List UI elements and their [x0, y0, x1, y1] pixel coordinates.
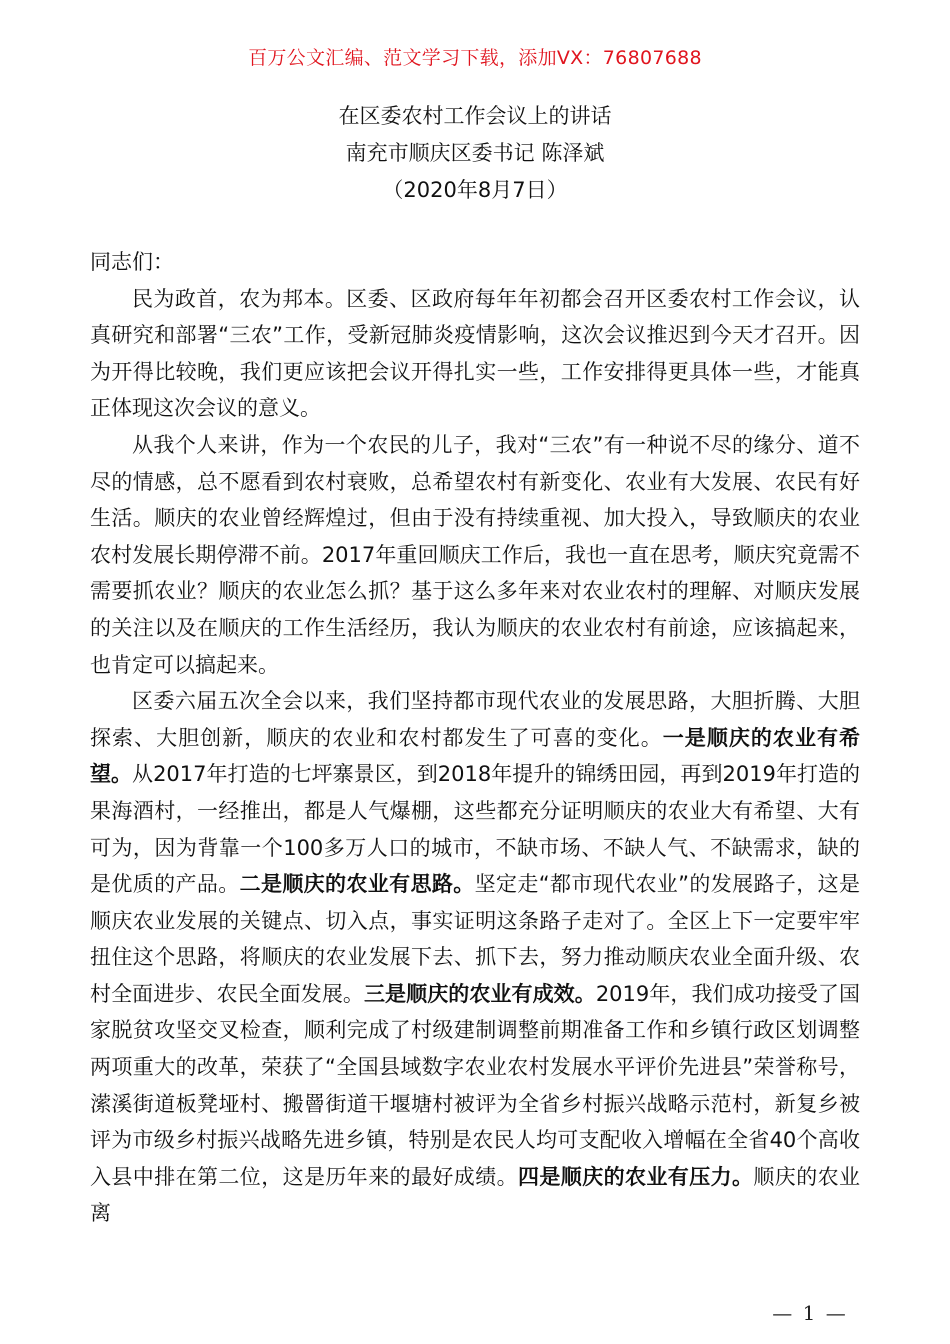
paragraph-2: 从我个人来讲，作为一个农民的儿子，我对“三农”有一种说不尽的缘分、道不尽的情感，总不愿看到农村衰败，总希望农村有新变化、农业有大发展、农民有好生活。顺庆的农业曾经辉煌过，但由于没有持续重视、加大投入，导致顺庆的农业农村发展长期停滞不前。2017年重回顺庆工作后，我也一直在思考，顺庆究竟需不需要抓农业？顺庆的农业怎么抓？基于这么多年来对农业农村的理解、对顺庆发展的关注以及在顺庆的工作生活经历，我认为顺庆的农业农村有前途，应该搞起来，也肯定可以搞起来。 [90, 432, 860, 677]
speech-date: （2020年8月7日） [382, 178, 568, 202]
paragraph-3-text-1: 区委六届五次全会以来，我们坚持都市现代农业的发展思路，大胆折腾、大胆探索、大胆创新，顺庆的农业和农村都发生了可喜的变化。 [90, 689, 860, 750]
paragraph-3-text-3: 坚定走“都市现代农业”的发展路子，这是顺庆农业发展的关键点、切入点，事实证明这条路子走对了。全区上下一定要牢牢扭住这个思路，将顺庆的农业发展下去、抓下去，努力推动顺庆农业全面升级、农村全面进步、农民全面发展。 [90, 872, 860, 1006]
paragraph-3 [90, 683, 860, 1232]
speech-title-block [0, 98, 950, 209]
paragraph-3-text-2: 从2017年打造的七坪寨景区，到2018年提升的锦绣田园，再到2019年打造的果海酒村，一经推出，都是人气爆棚，这些都充分证明顺庆的农业大有希望、大有可为，因为背靠一个100多万人口的城市，不缺市场、不缺人气、不缺需求，缺的是优质的产品。 [90, 762, 861, 897]
page-number: — 1 — [772, 1301, 848, 1325]
point-four-heading: 四是顺庆的农业有压力。 [518, 1164, 754, 1189]
point-one-heading: 一是顺庆的农业有希望。 [90, 725, 861, 787]
paragraph-3-text-5: 顺庆的农业离 [90, 1164, 861, 1226]
salutation: 同志们： [90, 250, 174, 274]
paragraph-1: 民为政首，农为邦本。区委、区政府每年年初都会召开区委农村工作会议，认真研究和部署“三农”工作，受新冠肺炎疫情影响，这次会议推迟到今天才召开。因为开得比较晚，我们更应该把会议开得扎实一些，工作安排得更具体一些，才能真正体现这次会议的意义。 [90, 286, 860, 421]
speaker-line: 南充市顺庆区委书记 陈泽斌 [345, 141, 605, 165]
speech-body [90, 244, 860, 1232]
paragraph-3-text-4: 2019年，我们成功接受了国家脱贫攻坚交叉检查，顺利完成了村级建制调整前期准备工作和乡镇行政区划调整两项重大的改革，荣获了“全国县域数字农业农村发展水平评价先进县”荣誉称号，潆溪街道板凳垭村、搬罾街道干堰塘村被评为全省乡村振兴战略示范村，新复乡被评为市级乡村振兴战略先进乡镇，特别是农民人均可支配收入增幅在全省40个高收入县中排在第二位，这是历年来的最好成绩。 [90, 981, 861, 1189]
download-banner: 百万公文汇编、范文学习下载，添加VX：76807688 [248, 47, 702, 69]
speech-title: 在区委农村工作会议上的讲话 [338, 104, 612, 128]
point-two-heading: 二是顺庆的农业有思路。 [239, 872, 475, 897]
point-three-heading: 三是顺庆的农业有成效。 [363, 981, 596, 1006]
